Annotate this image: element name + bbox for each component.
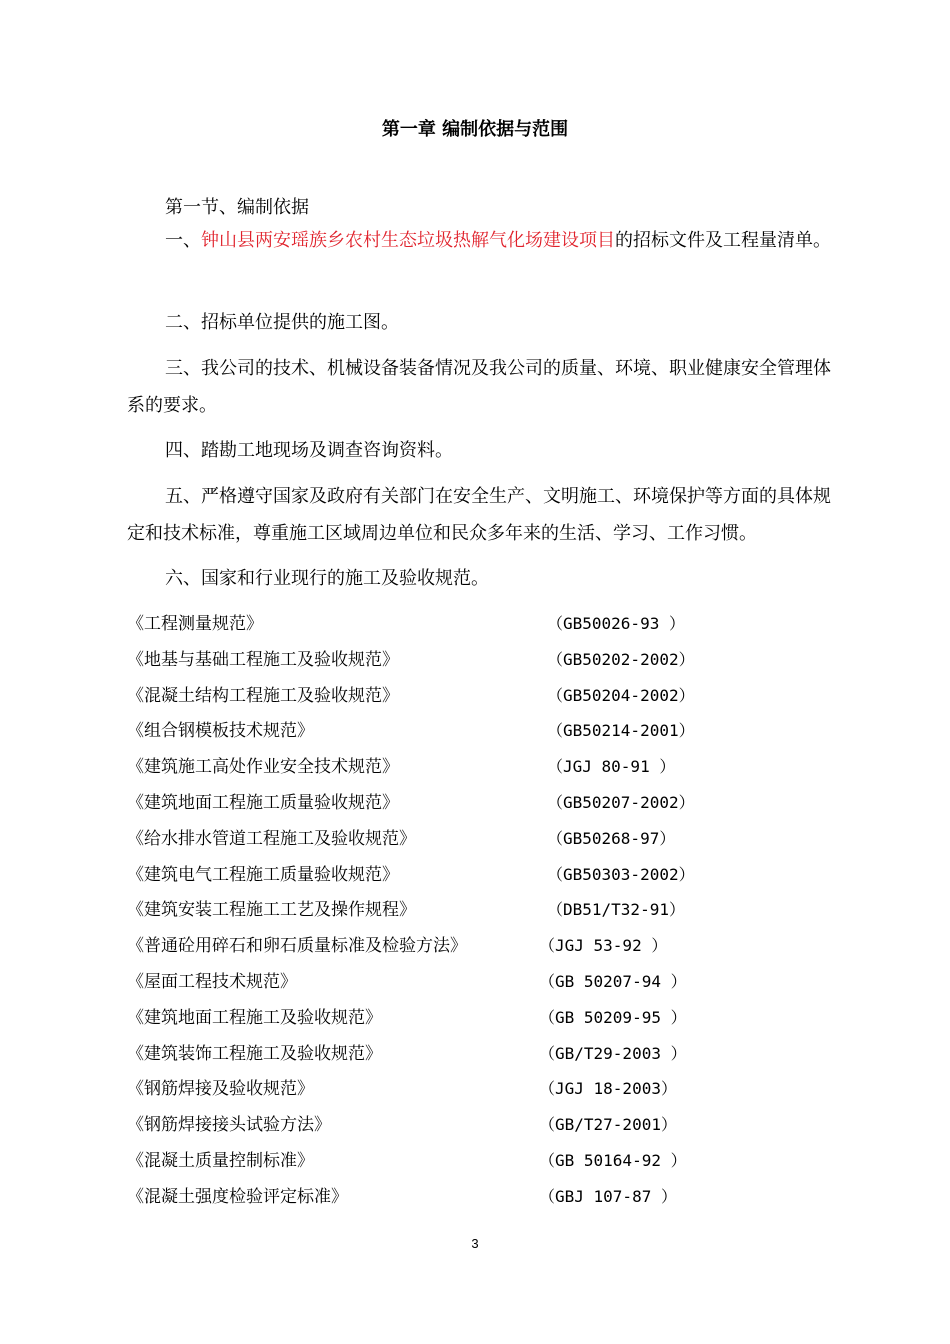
standard-name: 《地基与基础工程施工及验收规范》 xyxy=(127,649,399,670)
standard-code: （GB/T27-2001） xyxy=(539,1115,677,1135)
section-heading: 第一节、编制依据 xyxy=(165,197,309,218)
standard-row xyxy=(127,749,847,785)
standard-code: （JGJ 53-92 ） xyxy=(539,936,668,956)
standard-row xyxy=(127,1179,847,1215)
standard-name: 《建筑施工高处作业安全技术规范》 xyxy=(127,757,399,778)
standard-row xyxy=(127,892,847,928)
standard-code: （GB 50207-94 ） xyxy=(539,972,687,991)
standard-code: （GB50268-97） xyxy=(547,828,676,848)
standard-row xyxy=(127,678,847,714)
standard-name: 《给水排水管道工程施工及验收规范》 xyxy=(127,828,416,849)
standard-name: 《混凝土质量控制标准》 xyxy=(127,1151,314,1171)
standard-row xyxy=(127,928,847,964)
standard-code: （GB50207-2002） xyxy=(547,793,695,812)
standard-code: （GB50204-2002） xyxy=(547,685,695,705)
chapter-title: 第一章 编制依据与范围 xyxy=(381,119,569,140)
standard-code: （DB51/T32-91） xyxy=(547,900,685,920)
page-number: 3 xyxy=(471,1236,479,1251)
standard-row xyxy=(127,857,847,893)
standard-code: （GB50214-2001） xyxy=(547,721,695,741)
standard-code: （GB 50209-95 ） xyxy=(539,1007,687,1027)
p1-suffix: 的招标文件及工程量清单。 xyxy=(615,230,831,251)
standard-name: 《工程测量规范》 xyxy=(127,614,263,634)
project-name: 钟山县两安瑶族乡农村生态垃圾热解气化场建设项目 xyxy=(201,230,615,251)
standard-row xyxy=(127,964,847,1000)
standard-name: 《混凝土结构工程施工及验收规范》 xyxy=(127,685,399,706)
standard-code: （GB50303-2002） xyxy=(547,864,695,884)
paragraph-6: 六、国家和行业现行的施工及验收规范。 xyxy=(165,568,489,589)
paragraph-5: 五、严格遵守国家及政府有关部门在安全生产、文明施工、环境保护等方面的具体规定和技术标准，尊重施工区域周边单位和民众多年来的生活、学习、工作习惯。 xyxy=(127,486,831,544)
standard-name: 《建筑安装工程施工工艺及操作规程》 xyxy=(127,900,416,921)
standard-code: （GB 50164-92 ） xyxy=(539,1151,687,1170)
standard-name: 《钢筋焊接接头试验方法》 xyxy=(127,1115,331,1136)
standard-row xyxy=(127,1143,847,1179)
standard-row xyxy=(127,1036,847,1072)
standard-code: （GB/T29-2003 ） xyxy=(539,1043,687,1063)
paragraph-1 xyxy=(127,222,847,259)
standard-name: 《钢筋焊接及验收规范》 xyxy=(127,1079,314,1100)
standard-row xyxy=(127,821,847,857)
standard-name: 《建筑地面工程施工质量验收规范》 xyxy=(127,793,399,813)
standard-code: （GB50026-93 ） xyxy=(547,614,685,633)
standard-name: 《建筑装饰工程施工及验收规范》 xyxy=(127,1043,382,1064)
p1-prefix: 一、 xyxy=(165,230,201,251)
standard-name: 《组合钢模板技术规范》 xyxy=(127,721,314,742)
paragraph-4: 四、踏勘工地现场及调查咨询资料。 xyxy=(165,440,453,461)
standard-name: 《普通砼用碎石和卵石质量标准及检验方法》 xyxy=(127,936,467,957)
standard-row xyxy=(127,606,847,642)
standard-name: 《混凝土强度检验评定标准》 xyxy=(127,1186,348,1207)
standard-code: （GB50202-2002） xyxy=(547,649,695,669)
standard-code: （JGJ 80-91 ） xyxy=(547,757,676,777)
standard-row xyxy=(127,785,847,821)
paragraph-3: 三、我公司的技术、机械设备装备情况及我公司的质量、环境、职业健康安全管理体系的要求。 xyxy=(127,358,831,416)
standard-row xyxy=(127,1000,847,1036)
standard-row xyxy=(127,1107,847,1143)
standard-name: 《建筑电气工程施工质量验收规范》 xyxy=(127,864,399,885)
standard-row xyxy=(127,713,847,749)
standard-row xyxy=(127,642,847,678)
paragraph-2: 二、招标单位提供的施工图。 xyxy=(165,312,399,333)
standard-code: （GBJ 107-87 ） xyxy=(539,1186,677,1206)
standard-name: 《屋面工程技术规范》 xyxy=(127,972,297,992)
standard-code: （JGJ 18-2003） xyxy=(539,1079,677,1099)
standard-row xyxy=(127,1071,847,1107)
standard-name: 《建筑地面工程施工及验收规范》 xyxy=(127,1007,382,1028)
